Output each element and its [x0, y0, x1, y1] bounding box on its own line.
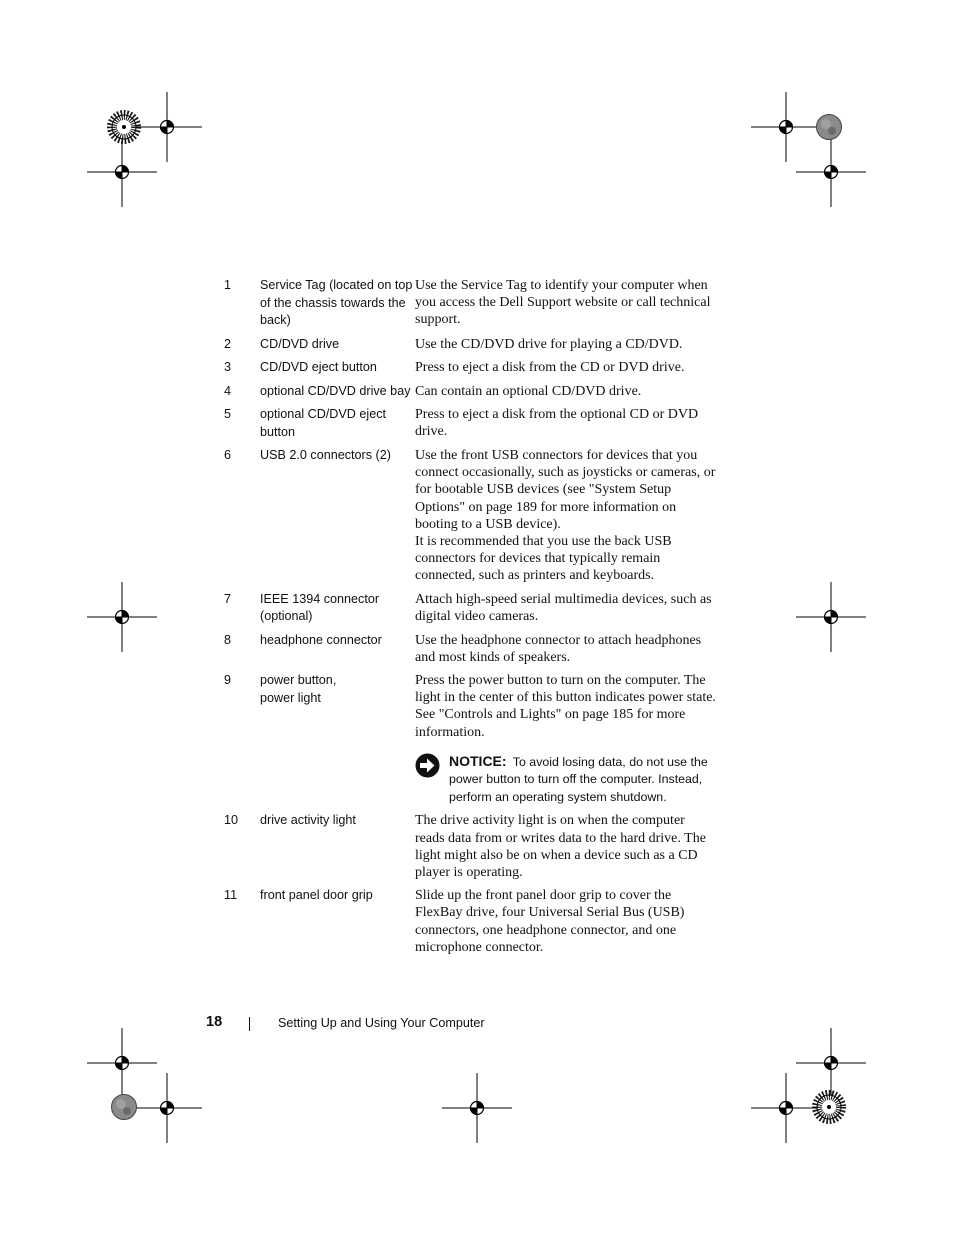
description-paragraph: Press the power button to turn on the computer. The light in the center of this button indicates power state. See "Controls and Lights" on page 185 for more information. [415, 673, 716, 740]
front-panel-components-table [224, 277, 716, 962]
item-description [415, 447, 716, 591]
notice-label: NOTICE: [449, 752, 507, 769]
item-number: 9 [224, 673, 232, 688]
item-number: 2 [224, 336, 232, 351]
footer-separator [249, 1017, 250, 1031]
item-description [415, 383, 716, 407]
page-number: 18 [206, 1014, 223, 1030]
table-row [224, 887, 716, 962]
item-name: Service Tag (located on top of the chassis towards the back) [260, 278, 413, 327]
table-row [224, 632, 716, 672]
starburst-target-bottom-right [816, 1094, 842, 1120]
registration-mark-bottom-left-1 [122, 1063, 123, 1064]
item-description [415, 359, 716, 383]
item-number: 7 [224, 591, 232, 606]
notice-text-block [449, 753, 716, 807]
item-number: 1 [224, 278, 232, 292]
registration-mark-bottom-center [477, 1108, 478, 1109]
registration-mark-bottom-left-2 [167, 1108, 168, 1109]
table-row [224, 336, 716, 360]
table-row [224, 591, 716, 632]
table-row [224, 447, 716, 591]
item-number: 5 [224, 407, 232, 421]
registration-mark-mid-left [122, 617, 123, 618]
description-paragraph: Press to eject a disk from the CD or DVD drive. [415, 360, 685, 375]
table-row [224, 406, 716, 447]
item-number: 8 [224, 632, 232, 647]
starburst-target-top-left [111, 114, 137, 140]
item-number: 4 [224, 383, 232, 398]
description-paragraph: The drive activity light is on when the computer reads data from or writes data to the hard drive. The light might also be on when a device such as a CD player is operating. [415, 813, 706, 880]
registration-mark-top-right-1 [786, 127, 787, 128]
description-paragraph: Use the CD/DVD drive for playing a CD/DVD. [415, 336, 683, 352]
item-name: headphone connector [260, 632, 382, 647]
table-row [224, 672, 716, 812]
item-name-line: power button, [260, 673, 337, 688]
registration-mark-top-right-2 [831, 172, 832, 173]
item-description [415, 591, 716, 632]
item-name: CD/DVD drive [260, 336, 340, 351]
description-paragraph: It is recommended that you use the back USB connectors for devices that typically remain connected, such as printers and keyboards. [415, 534, 672, 584]
notice-arrow-icon [415, 753, 440, 783]
table-row [224, 359, 716, 383]
item-description [415, 632, 716, 672]
notice-text: To avoid losing data, do not use the power button to turn off the computer. Instead, perform an operating system shutdown. [449, 754, 708, 804]
item-description [415, 336, 716, 360]
item-number: 10 [224, 813, 239, 828]
registration-mark-bottom-right-2 [831, 1063, 832, 1064]
table-row [224, 812, 716, 887]
item-description [415, 887, 716, 962]
item-description [415, 277, 716, 336]
description-paragraph: Attach high-speed serial multimedia devices, such as digital video cameras. [415, 591, 712, 624]
registration-mark-top-left-1 [167, 127, 168, 128]
item-name: CD/DVD eject button [260, 360, 377, 374]
item-name: front panel door grip [260, 888, 373, 903]
item-name: optional CD/DVD drive bay [260, 383, 411, 398]
item-name: IEEE 1394 connector (optional) [260, 591, 380, 624]
item-number: 3 [224, 360, 232, 374]
item-name [260, 672, 415, 812]
chapter-title: Setting Up and Using Your Computer [278, 1016, 485, 1030]
item-name: drive activity light [260, 813, 356, 828]
item-description [415, 406, 716, 447]
item-name-line: power light [260, 690, 321, 705]
registration-mark-mid-right [831, 617, 832, 618]
gray-target-bottom-left [111, 1094, 137, 1120]
table-row [224, 277, 716, 336]
description-paragraph: Use the headphone connector to attach headphones and most kinds of speakers. [415, 632, 702, 665]
description-paragraph: Use the front USB connectors for devices that you connect occasionally, such as joysticks or cameras, or for bootable USB devices (see "System Setup Options" on page 189 for more information on booting to a USB device). [415, 448, 716, 532]
item-number: 11 [224, 888, 238, 903]
item-number: 6 [224, 448, 232, 462]
description-paragraph: Can contain an optional CD/DVD drive. [415, 383, 642, 399]
registration-mark-top-left-2 [122, 172, 123, 173]
item-description [415, 812, 716, 887]
item-name: optional CD/DVD eject button [260, 407, 386, 439]
description-paragraph: Slide up the front panel door grip to cover the FlexBay drive, four Universal Serial Bus (USB) connectors, one headphone connector, and one microphone connector. [415, 888, 685, 955]
item-name: USB 2.0 connectors (2) [260, 448, 391, 462]
notice-callout [415, 753, 716, 807]
registration-mark-bottom-right-1 [786, 1108, 787, 1109]
table-row [224, 383, 716, 407]
description-paragraph: Use the Service Tag to identify your computer when you access the Dell Support website or call technical support. [415, 278, 711, 328]
description-paragraph: Press to eject a disk from the optional CD or DVD drive. [415, 407, 699, 440]
gray-target-top-right [816, 114, 842, 140]
item-description [415, 672, 716, 812]
